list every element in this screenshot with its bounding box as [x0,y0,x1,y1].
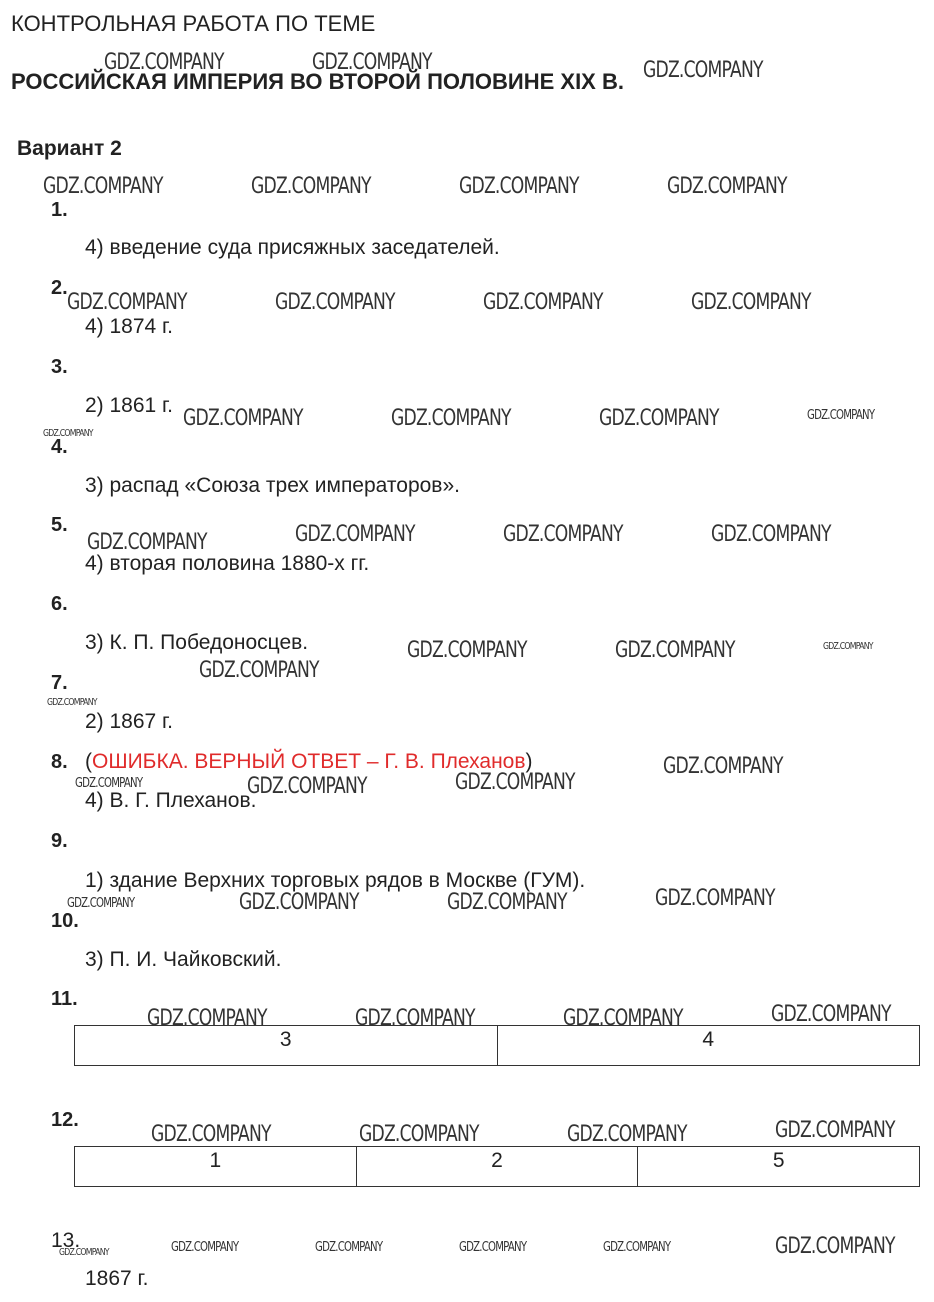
watermark: GDZ.COMPANY [503,522,623,547]
watermark: GDZ.COMPANY [775,1234,895,1259]
watermark: GDZ.COMPANY [455,770,575,795]
watermark: GDZ.COMPANY [355,1006,475,1031]
watermark: GDZ.COMPANY [43,428,93,439]
watermark: GDZ.COMPANY [147,1006,267,1031]
watermark: GDZ.COMPANY [447,890,567,915]
question-number-10: 10. [51,910,79,932]
watermark: GDZ.COMPANY [67,896,135,911]
question-number-13: 13. [51,1229,81,1252]
answer-cell: 2 [356,1147,638,1187]
watermark: GDZ.COMPANY [247,774,367,799]
error-note: ОШИБКА. ВЕРНЫЙ ОТВЕТ – Г. В. Плеханов [92,750,526,773]
answer-cell: 4 [497,1026,920,1066]
answer-2: 4) 1874 г. [85,315,173,338]
question-number-7: 7. [51,672,68,694]
question-number-12: 12. [51,1109,79,1131]
watermark: GDZ.COMPANY [391,406,511,431]
watermark: GDZ.COMPANY [599,406,719,431]
watermark: GDZ.COMPANY [667,174,787,199]
watermark: GDZ.COMPANY [183,406,303,431]
answer-cell: 1 [75,1147,357,1187]
answer-cell: 5 [638,1147,920,1187]
watermark: GDZ.COMPANY [655,886,775,911]
answer-9: 1) здание Верхних торговых рядов в Москве (ГУМ). [85,869,586,892]
question-number-2: 2. [51,277,68,299]
watermark: GDZ.COMPANY [104,50,224,75]
watermark: GDZ.COMPANY [251,174,371,199]
watermark: GDZ.COMPANY [171,1240,239,1255]
watermark: GDZ.COMPANY [295,522,415,547]
watermark: GDZ.COMPANY [43,174,163,199]
watermark: GDZ.COMPANY [87,530,207,555]
question-number-3: 3. [51,356,68,378]
question-number-5: 5. [51,514,68,536]
answer-3: 2) 1861 г. [85,394,173,417]
watermark: GDZ.COMPANY [771,1002,891,1027]
answer-7: 2) 1867 г. [85,710,173,733]
watermark: GDZ.COMPANY [75,776,143,791]
question-number-8: 8. [51,751,68,773]
watermark: GDZ.COMPANY [567,1122,687,1147]
watermark: GDZ.COMPANY [483,290,603,315]
watermark: GDZ.COMPANY [59,1247,109,1258]
watermark: GDZ.COMPANY [47,697,97,708]
question-number-9: 9. [51,830,68,852]
watermark: GDZ.COMPANY [615,638,735,663]
watermark: GDZ.COMPANY [775,1118,895,1143]
watermark: GDZ.COMPANY [807,408,875,423]
answer-4: 3) распад «Союза трех императоров». [85,474,460,497]
watermark: GDZ.COMPANY [563,1006,683,1031]
answer-13: 1867 г. [85,1267,149,1290]
watermark: GDZ.COMPANY [359,1122,479,1147]
question-number-6: 6. [51,593,68,615]
question-number-11: 11. [51,988,78,1010]
answer-table-11 [74,1025,920,1066]
question-number-4: 4. [51,436,68,458]
watermark: GDZ.COMPANY [823,641,873,652]
variant-label: Вариант 2 [17,137,122,160]
answer-table-12 [74,1146,920,1187]
answer-5: 4) вторая половина 1880-х гг. [85,552,370,575]
watermark: GDZ.COMPANY [663,754,783,779]
answer-6: 3) К. П. Победоносцев. [85,631,309,654]
answer-cell: 3 [75,1026,498,1066]
answer-10: 3) П. И. Чайковский. [85,948,282,971]
watermark: GDZ.COMPANY [275,290,395,315]
watermark: GDZ.COMPANY [151,1122,271,1147]
title-line-1: КОНТРОЛЬНАЯ РАБОТА ПО ТЕМЕ [11,11,376,36]
watermark: GDZ.COMPANY [643,58,763,83]
watermark: GDZ.COMPANY [407,638,527,663]
watermark: GDZ.COMPANY [315,1240,383,1255]
watermark: GDZ.COMPANY [691,290,811,315]
watermark: GDZ.COMPANY [199,658,319,683]
watermark: GDZ.COMPANY [459,174,579,199]
answer-1: 4) введение суда присяжных заседателей. [85,236,500,259]
title-line-2: РОССИЙСКАЯ ИМПЕРИЯ ВО ВТОРОЙ ПОЛОВИНЕ XIX В. [11,69,624,94]
question-number-1: 1. [51,199,68,221]
watermark: GDZ.COMPANY [459,1240,527,1255]
answer-8-correction-note: (ОШИБКА. ВЕРНЫЙ ОТВЕТ – Г. В. Плеханов) [85,750,533,773]
watermark: GDZ.COMPANY [67,290,187,315]
watermark: GDZ.COMPANY [239,890,359,915]
watermark: GDZ.COMPANY [312,50,432,75]
watermark: GDZ.COMPANY [711,522,831,547]
watermark: GDZ.COMPANY [603,1240,671,1255]
answer-8: 4) В. Г. Плеханов. [85,789,257,812]
